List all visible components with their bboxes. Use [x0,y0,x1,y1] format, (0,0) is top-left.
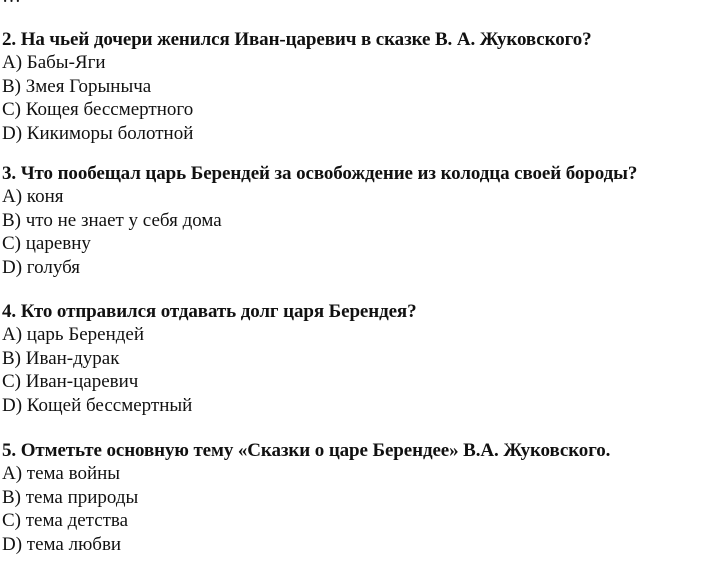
question-title: 3. Что пообещал царь Берендей за освобождение из колодца своей бороды? [2,163,638,184]
question-title: 2. На чьей дочери женился Иван-царевич в сказке В. А. Жуковского? [2,29,592,50]
question-4 [2,300,714,417]
option-a: A) Бабы-Яги [2,52,106,73]
option-b: B) Иван-дурак [2,347,120,369]
option-c: C) тема детства [2,510,129,531]
option-d: D) Кикиморы болотной [2,122,194,144]
option-b: B) что не знает у себя дома [2,209,222,231]
question-2 [2,28,714,145]
question-title: 5. Отметьте основную тему «Сказки о царе Берендее» В.А. Жуковского. [2,440,611,461]
option-d: D) тема любви [2,533,122,555]
option-a: A) царь Берендей [2,324,145,345]
cropped-previous-line [2,0,21,8]
question-3 [2,162,714,279]
option-a: A) тема войны [2,463,121,484]
option-a: A) коня [2,186,64,207]
option-b: B) тема природы [2,486,139,508]
option-d: D) Кощей бессмертный [2,394,193,416]
question-5 [2,439,714,556]
question-title: 4. Кто отправился отдавать долг царя Берендея? [2,301,417,322]
option-c: C) Иван-царевич [2,371,139,392]
option-c: C) царевну [2,233,91,254]
option-b: B) Змея Горыныча [2,75,152,97]
option-c: C) Кощея бессмертного [2,99,194,120]
option-d: D) голубя [2,256,81,278]
